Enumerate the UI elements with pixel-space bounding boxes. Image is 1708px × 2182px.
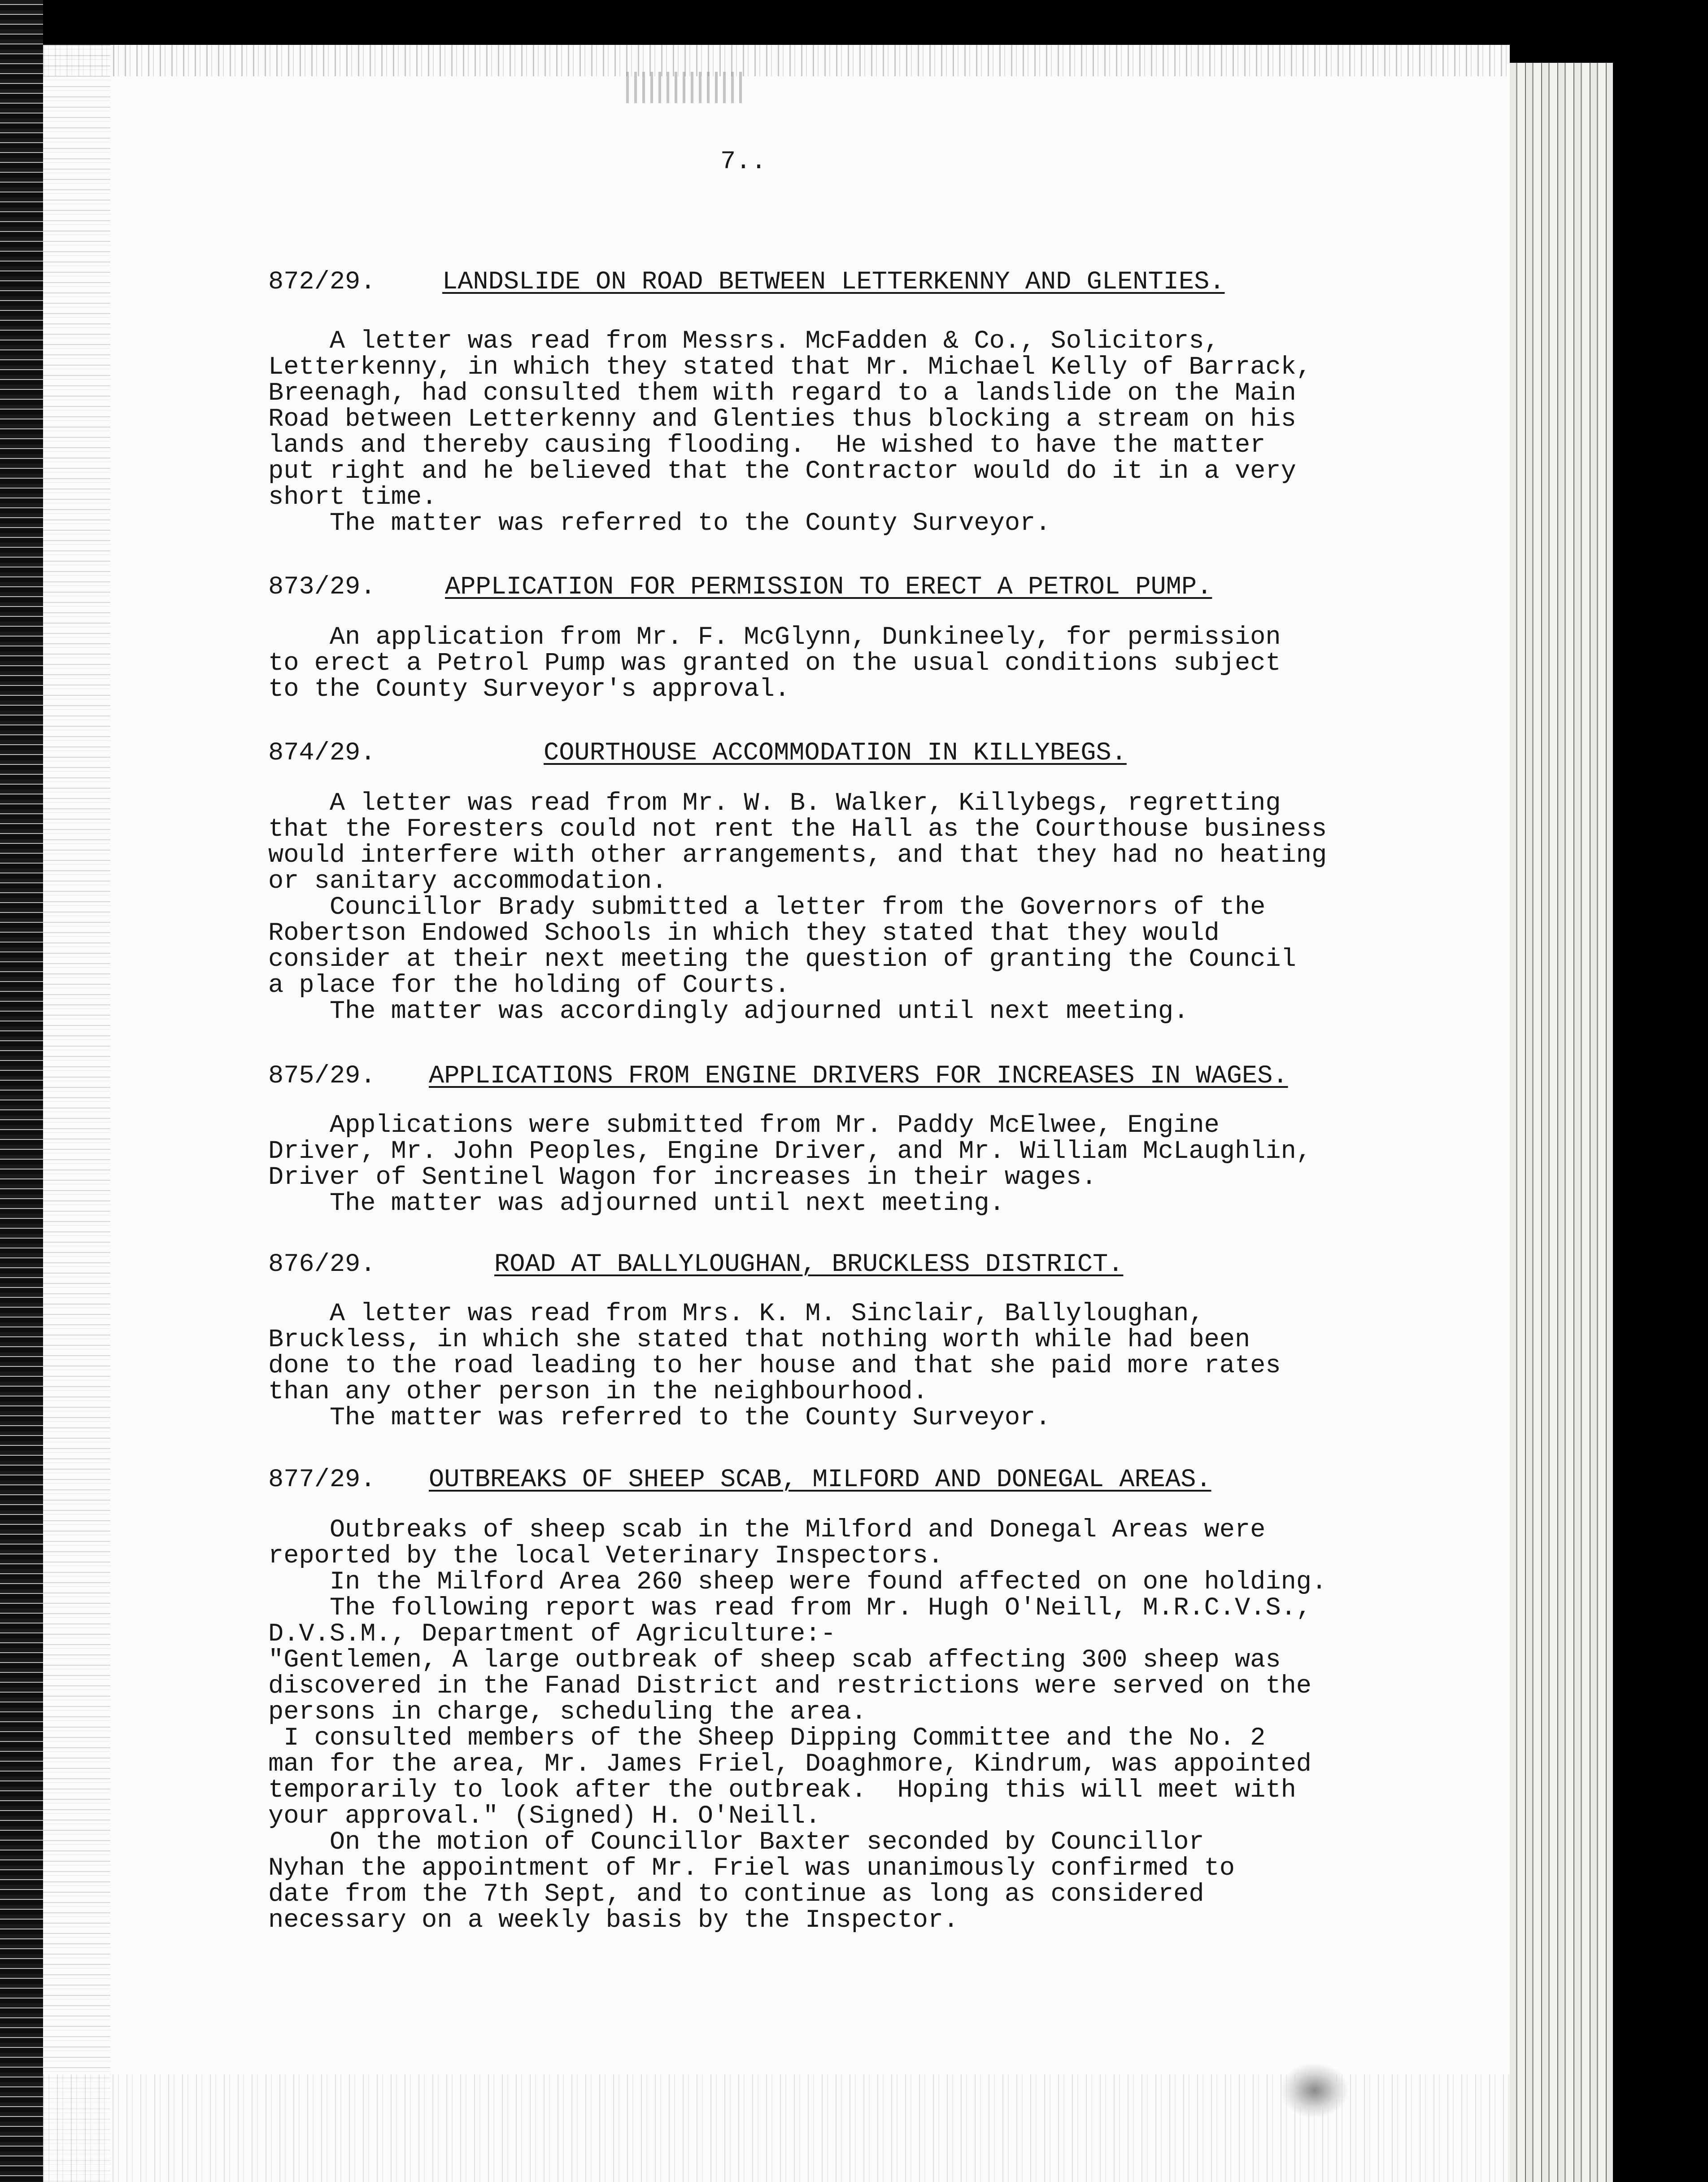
text-line: An application from Mr. F. McGlynn, Dunkineely, for permission xyxy=(268,623,1281,652)
minute-heading-873 xyxy=(43,574,1510,606)
text-line: consider at their next meeting the question of granting the Council xyxy=(268,945,1296,974)
text-line: to the County Surveyor's approval. xyxy=(268,675,790,704)
minute-paragraph xyxy=(268,790,1381,1025)
minute-number: 873/29. xyxy=(268,573,376,602)
text-line: man for the area, Mr. James Friel, Doaghmore, Kindrum, was appointed xyxy=(268,1750,1312,1779)
binding-spine xyxy=(0,0,43,2182)
text-line: would interfere with other arrangements, and that they had no heating xyxy=(268,841,1327,870)
text-line: temporarily to look after the outbreak. Hoping this will meet with xyxy=(268,1776,1296,1805)
text-line: Letterkenny, in which they stated that Mr. Michael Kelly of Barrack, xyxy=(268,353,1312,382)
minute-heading-875 xyxy=(43,1063,1510,1095)
minutes-text xyxy=(43,45,1510,2182)
text-line: done to the road leading to her house and that she paid more rates xyxy=(268,1352,1281,1380)
minute-title: LANDSLIDE ON ROAD BETWEEN LETTERKENNY AND GLENTIES. xyxy=(442,268,1225,297)
minute-number: 876/29. xyxy=(268,1250,376,1279)
text-line: Breenagh, had consulted them with regard to a landslide on the Main xyxy=(268,379,1296,408)
text-line: to erect a Petrol Pump was granted on the usual conditions subject xyxy=(268,649,1281,678)
minute-paragraph xyxy=(268,1113,1381,1217)
text-line: a place for the holding of Courts. xyxy=(268,971,790,1000)
minute-title: OUTBREAKS OF SHEEP SCAB, MILFORD AND DONEGAL AREAS. xyxy=(429,1466,1211,1494)
text-line: or sanitary accommodation. xyxy=(268,867,667,896)
text-line: Road between Letterkenny and Glenties thus blocking a stream on his xyxy=(268,405,1296,434)
text-line: In the Milford Area 260 sheep were found affected on one holding. xyxy=(268,1568,1327,1597)
minute-heading-877 xyxy=(43,1467,1510,1498)
text-line: Driver, Mr. John Peoples, Engine Driver, and Mr. William McLaughlin, xyxy=(268,1137,1312,1166)
text-line: Applications were submitted from Mr. Paddy McElwee, Engine xyxy=(268,1111,1220,1140)
text-line: The matter was referred to the County Surveyor. xyxy=(268,509,1051,538)
minute-paragraph xyxy=(268,328,1381,537)
text-line: A letter was read from Mrs. K. M. Sinclair, Ballyloughan, xyxy=(268,1300,1204,1328)
minute-paragraph xyxy=(268,624,1381,703)
text-line: than any other person in the neighbourhood. xyxy=(268,1378,928,1406)
minute-heading-876 xyxy=(43,1252,1510,1283)
page-number: 7.. xyxy=(720,148,767,176)
text-line: that the Foresters could not rent the Hall as the Courthouse business xyxy=(268,815,1327,844)
text-line: On the motion of Councillor Baxter seconded by Councillor xyxy=(268,1828,1204,1857)
minute-title: APPLICATION FOR PERMISSION TO ERECT A PETROL PUMP. xyxy=(445,573,1212,602)
minute-title: ROAD AT BALLYLOUGHAN, BRUCKLESS DISTRICT. xyxy=(494,1250,1124,1279)
text-line: date from the 7th Sept, and to continue as long as considered xyxy=(268,1880,1204,1909)
minute-title: APPLICATIONS FROM ENGINE DRIVERS FOR INCREASES IN WAGES. xyxy=(429,1062,1288,1091)
text-line: A letter was read from Messrs. McFadden & Co., Solicitors, xyxy=(268,327,1220,356)
text-line: persons in charge, scheduling the area. xyxy=(268,1698,867,1727)
text-line: Nyhan the appointment of Mr. Friel was unanimously confirmed to xyxy=(268,1854,1235,1883)
minute-number: 877/29. xyxy=(268,1466,376,1494)
minute-heading-872 xyxy=(43,269,1510,301)
text-line: The matter was accordingly adjourned until next meeting. xyxy=(268,997,1189,1026)
minute-paragraph xyxy=(268,1301,1381,1431)
minute-number: 872/29. xyxy=(268,268,376,297)
text-line: "Gentlemen, A large outbreak of sheep scab affecting 300 sheep was xyxy=(268,1646,1281,1675)
text-line: Councillor Brady submitted a letter from the Governors of the xyxy=(268,893,1266,922)
text-line: lands and thereby causing flooding. He wished to have the matter xyxy=(268,431,1266,460)
minute-paragraph xyxy=(268,1517,1381,1933)
document-page xyxy=(43,45,1510,2182)
text-line: D.V.S.M., Department of Agriculture:- xyxy=(268,1620,836,1649)
minute-title: COURTHOUSE ACCOMMODATION IN KILLYBEGS. xyxy=(544,739,1127,768)
stacked-page-edges xyxy=(1510,63,1613,2182)
minute-heading-874 xyxy=(43,740,1510,772)
text-line: necessary on a weekly basis by the Inspector. xyxy=(268,1906,959,1935)
minute-number: 874/29. xyxy=(268,739,376,768)
text-line: The matter was adjourned until next meeting. xyxy=(268,1189,1005,1218)
text-line: The matter was referred to the County Surveyor. xyxy=(268,1404,1051,1432)
text-line: Robertson Endowed Schools in which they stated that they would xyxy=(268,919,1220,948)
text-line: reported by the local Veterinary Inspectors. xyxy=(268,1542,944,1571)
text-line: short time. xyxy=(268,483,437,512)
text-line: your approval." (Signed) H. O'Neill. xyxy=(268,1802,821,1831)
text-line: Bruckless, in which she stated that nothing worth while had been xyxy=(268,1326,1250,1354)
text-line: Driver of Sentinel Wagon for increases in their wages. xyxy=(268,1163,1097,1192)
text-line: put right and he believed that the Contractor would do it in a very xyxy=(268,457,1296,486)
text-line: Outbreaks of sheep scab in the Milford and Donegal Areas were xyxy=(268,1516,1266,1545)
minute-number: 875/29. xyxy=(268,1062,376,1091)
text-line: I consulted members of the Sheep Dipping Committee and the No. 2 xyxy=(268,1724,1266,1753)
text-line: discovered in the Fanad District and restrictions were served on the xyxy=(268,1672,1312,1701)
text-line: A letter was read from Mr. W. B. Walker, Killybegs, regretting xyxy=(268,789,1281,818)
text-line: The following report was read from Mr. Hugh O'Neill, M.R.C.V.S., xyxy=(268,1594,1312,1623)
